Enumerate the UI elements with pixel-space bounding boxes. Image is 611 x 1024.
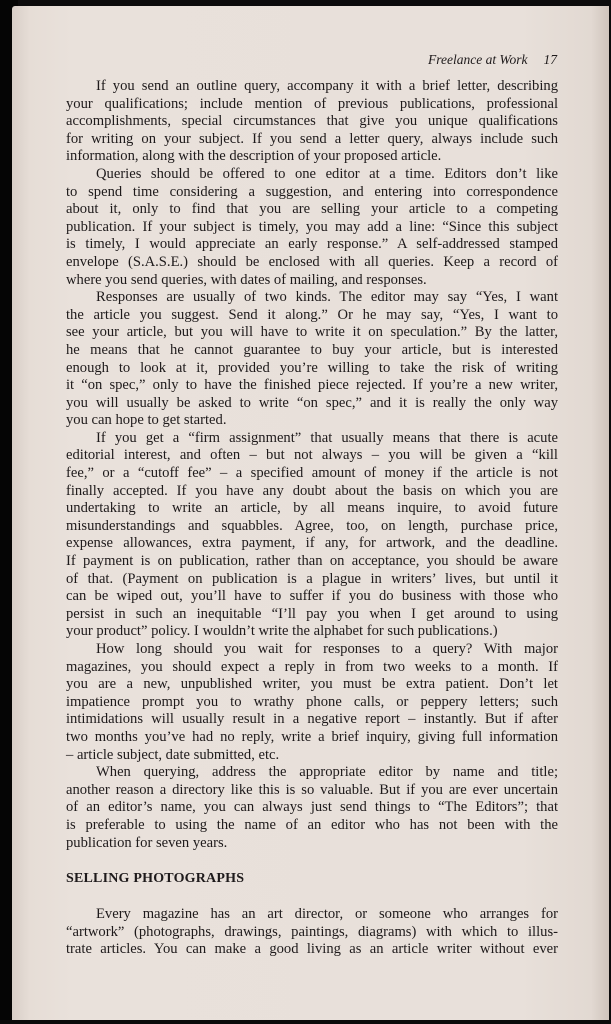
page-bottom-edge xyxy=(0,1020,611,1024)
section-heading: SELLING PHOTOGRAPHS xyxy=(66,871,245,886)
text-line: information, along with the description of your proposed article. xyxy=(66,148,442,165)
text-line: see your article, but you will have to write it on speculation.” By the latter, xyxy=(66,324,558,341)
text-line: for writing on your subject. If you send a letter query, always include such xyxy=(66,130,558,147)
body-text xyxy=(66,78,558,852)
text-line: If you get a “firm assignment” that usually means that there is acute xyxy=(96,429,558,446)
text-line: If payment is on publication, rather than on acceptance, you should be aware xyxy=(66,553,558,570)
text-line: where you send queries, with dates of mailing, and responses. xyxy=(66,271,427,288)
text-line: How long should you wait for responses to a query? With major xyxy=(96,641,558,657)
text-line: intimidations will usually result in a negative report – instantly. But if after xyxy=(66,711,558,728)
text-line: “artwork” (photographs, drawings, paintings, diagrams) with which to illus- xyxy=(66,923,558,940)
text-line: is timely, I would appreciate an early response.” A self-addressed stamped xyxy=(66,236,558,253)
text-line: editorial interest, and often – but not always – you will be given a “kill xyxy=(66,447,558,464)
text-line: your product” policy. I wouldn’t write the alphabet for such publications.) xyxy=(66,623,498,640)
text-line: the article you suggest. Send it along.” Or he may say, “Yes, I want to xyxy=(66,306,558,323)
running-head xyxy=(300,52,557,68)
text-line: enough to look at it, provided you’re willing to take the risk of writing xyxy=(66,359,558,376)
text-line: trate articles. You can make a good living as an article writer without ever xyxy=(66,941,558,958)
text-line: – article subject, date submitted, etc. xyxy=(66,746,280,763)
text-line: can be wiped out, you’ll have to suffer if you do business with those who xyxy=(66,588,558,605)
text-line: of an editor’s name, you can always just send things to “The Editors”; that xyxy=(66,799,558,816)
text-line: publication. If your subject is timely, you may add a line: “Since this subject xyxy=(66,218,558,235)
text-line: misunderstandings and squabbles. Agree, too, on length, purchase price, xyxy=(66,517,558,534)
text-line: fee,” or a “cutoff fee” – a specified amount of money if the article is not xyxy=(66,465,558,482)
text-line: of that. (Payment on publication is a plague in writers’ lives, but until it xyxy=(66,570,558,587)
paragraph xyxy=(66,289,558,430)
paragraph xyxy=(66,430,558,641)
text-line: you are a new, unpublished writer, you must be extra patient. Don’t let xyxy=(66,676,558,693)
text-line: undertaking to write an article, by all means inquire, to avoid future xyxy=(66,500,558,517)
text-line: your qualifications; include mention of previous publications, professional xyxy=(66,95,558,112)
text-line: When querying, address the appropriate editor by name and title; xyxy=(96,764,558,781)
text-line: he means that he cannot guarantee to buy your article, but is interested xyxy=(66,341,558,358)
paragraph xyxy=(66,906,558,959)
section-body-text xyxy=(66,906,558,959)
text-line: persist in such an inequitable “I’ll pay you when I get around to using xyxy=(66,605,558,622)
text-line: Queries should be offered to one editor at a time. Editors don’t like xyxy=(96,165,558,182)
text-line: envelope (S.A.S.E.) should be enclosed with all queries. Keep a record of xyxy=(66,253,558,270)
text-line: two months you’ve had no reply, write a brief inquiry, giving full information xyxy=(66,728,558,745)
paragraph xyxy=(66,641,558,764)
text-line: finally accepted. If you have any doubt about the basis on which you are xyxy=(66,482,558,499)
paragraph xyxy=(66,166,558,289)
text-line: you can hope to get started. xyxy=(66,412,227,429)
paragraph xyxy=(66,764,558,852)
text-line: impatience prompt you to wrathy phone calls, or peppery letters; such xyxy=(66,693,558,710)
text-line: accomplishments, special circumstances that give you unique qualifications xyxy=(66,113,558,130)
page-number: 17 xyxy=(543,52,557,67)
paragraph xyxy=(66,78,558,166)
text-line: expense allowances, extra payment, if any, for artwork, and the deadline. xyxy=(66,535,558,552)
text-line: is preferable to using the name of an editor who has not been with the xyxy=(66,816,558,833)
text-line: it “on spec,” only to have the finished piece rejected. If you’re a new writer, xyxy=(66,377,558,394)
text-line: publication for seven years. xyxy=(66,834,228,851)
text-line: Responses are usually of two kinds. The editor may say “Yes, I want xyxy=(96,289,558,306)
text-line: you will usually be asked to write “on spec,” and it is really the only way xyxy=(66,394,558,411)
text-line: another reason a directory like this is so valuable. But if you are ever uncertain xyxy=(66,781,558,798)
running-head-title: Freelance at Work xyxy=(428,52,528,67)
text-line: If you send an outline query, accompany it with a brief letter, describing xyxy=(96,78,558,94)
text-line: magazines, you should expect a reply in from two weeks to a month. If xyxy=(66,658,558,675)
text-line: to spend time considering a suggestion, and entering into correspondence xyxy=(66,183,558,200)
text-line: about it, only to find that you are selling your article to a competing xyxy=(66,201,558,218)
text-line: Every magazine has an art director, or someone who arranges for xyxy=(96,906,558,922)
